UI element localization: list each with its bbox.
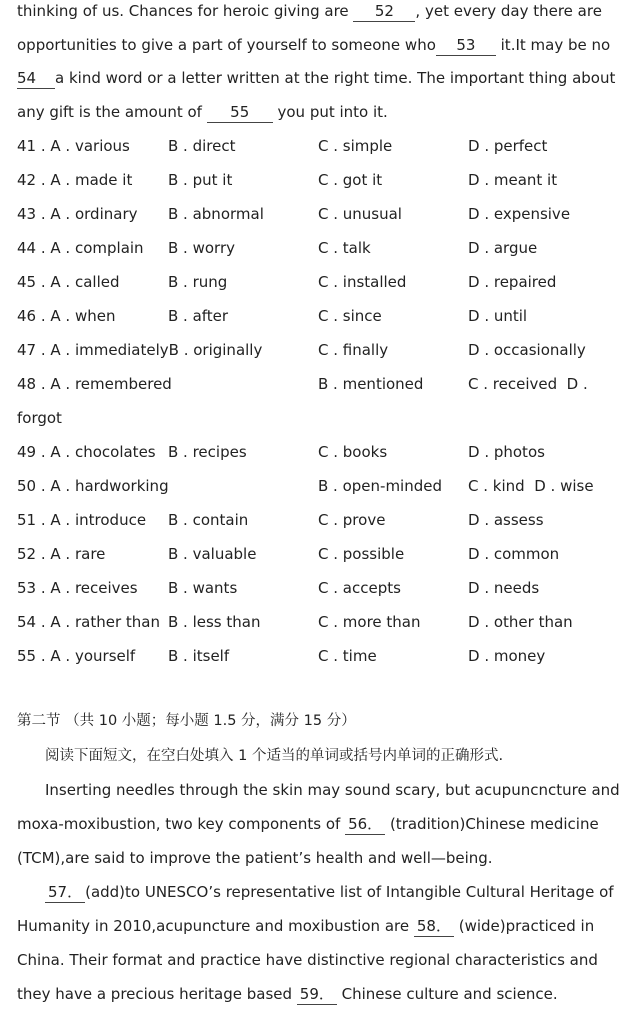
passage-line-4 xyxy=(17,101,388,123)
passage-text: Humanity in 2010,acupuncture and moxibustion are xyxy=(17,917,414,935)
option-a-text: A . hardworking xyxy=(50,477,169,495)
question-number: 52 xyxy=(17,545,37,563)
question-row-55 xyxy=(0,645,629,667)
option-c: C . unusual xyxy=(318,205,402,223)
question-row-42 xyxy=(0,169,629,191)
option-d: D . meant it xyxy=(468,171,558,189)
blank-59: 59． xyxy=(297,985,337,1005)
option-c: C . accepts xyxy=(318,579,401,597)
option-a-text: A . rare xyxy=(50,545,106,563)
question-row-51 xyxy=(0,509,629,531)
option-a: 48 . A . remembered xyxy=(17,375,172,393)
question-number: 42 xyxy=(17,171,37,189)
question-number: 53 xyxy=(17,579,37,597)
option-b: B . valuable xyxy=(168,545,257,563)
question-number: 51 xyxy=(17,511,37,529)
option-c: C . possible xyxy=(318,545,405,563)
question-row-48 xyxy=(0,373,629,395)
option-c: C . got it xyxy=(318,171,383,189)
question-row-50 xyxy=(0,475,629,497)
option-b: B . itself xyxy=(168,647,230,665)
option-b: B . originally xyxy=(168,341,263,359)
passage2-line-6: China. Their format and practice have distinctive regional characteristics and xyxy=(17,951,598,969)
question-row-52 xyxy=(0,543,629,565)
option-a: 52 . A . rare xyxy=(17,545,106,563)
passage-text: opportunities to give a part of yourself to someone who xyxy=(17,36,436,54)
question-row-41 xyxy=(0,135,629,157)
passage2-line-4 xyxy=(45,881,614,903)
option-a: 51 . A . introduce xyxy=(17,511,147,529)
passage-line-2 xyxy=(17,34,610,56)
passage-text: any gift is the amount of xyxy=(17,103,207,121)
option-a: 54 . A . rather than xyxy=(17,613,160,631)
option-a: 55 . A . yourself xyxy=(17,647,136,665)
question-row-54 xyxy=(0,611,629,633)
option-d: D . other than xyxy=(468,613,573,631)
blank-53: 53 xyxy=(436,36,496,56)
option-c: C . more than xyxy=(318,613,421,631)
option-a-text: A . complain xyxy=(50,239,144,257)
option-c: C . simple xyxy=(318,137,393,155)
option-d: D . argue xyxy=(468,239,538,257)
question-number: 49 xyxy=(17,443,37,461)
option-b: B . rung xyxy=(168,273,228,291)
section-title: 第二节 （共 10 小题；每小题 1.5 分，满分 15 分） xyxy=(17,713,356,729)
option-a: 49 . A . chocolates xyxy=(17,443,156,461)
option-c: C . time xyxy=(318,647,377,665)
option-d: D . needs xyxy=(468,579,540,597)
option-a: 44 . A . complain xyxy=(17,239,144,257)
option-c: C . kind xyxy=(468,477,525,495)
option-b: B . put it xyxy=(168,171,233,189)
option-b: B . direct xyxy=(168,137,236,155)
option-b: B . worry xyxy=(168,239,235,257)
question-row-44 xyxy=(0,237,629,259)
question-number: 46 xyxy=(17,307,37,325)
option-c: C . prove xyxy=(318,511,386,529)
question-row-45 xyxy=(0,271,629,293)
option-c: C . talk xyxy=(318,239,371,257)
question-number: 41 xyxy=(17,137,37,155)
passage-text: they have a precious heritage based xyxy=(17,985,297,1003)
question-number: 43 xyxy=(17,205,37,223)
option-b: B . less than xyxy=(168,613,261,631)
option-a-text: A . yourself xyxy=(50,647,136,665)
passage-line-3 xyxy=(17,67,615,89)
question-row-46 xyxy=(0,305,629,327)
option-a-text: A . made it xyxy=(50,171,133,189)
question-row-49 xyxy=(0,441,629,463)
question-number: 45 xyxy=(17,273,37,291)
option-b: B . contain xyxy=(168,511,249,529)
option-d: D . common xyxy=(468,545,560,563)
option-a: 47 . A . immediatelyB . originally xyxy=(17,341,263,359)
passage-text: you put into it. xyxy=(272,103,388,121)
option-a-text: A . when xyxy=(50,307,116,325)
passage2-line-3: (TCM),are said to improve the patient’s health and well—being. xyxy=(17,849,493,867)
passage-text: (tradition)Chinese medicine xyxy=(385,815,599,833)
option-a-text: A . called xyxy=(50,273,120,291)
option-b: B . recipes xyxy=(168,443,247,461)
blank-57: 57． xyxy=(45,883,85,903)
option-d: D . occasionally xyxy=(468,341,586,359)
option-d-wrapped: forgot xyxy=(17,409,62,427)
blank-52: 52 xyxy=(353,2,415,22)
option-d-label: D . xyxy=(566,375,588,393)
option-d: D . until xyxy=(468,307,528,325)
option-a: 45 . A . called xyxy=(17,273,120,291)
option-d: D . wise xyxy=(534,477,594,495)
blank-54: 54 xyxy=(17,69,55,89)
option-d: D . photos xyxy=(468,443,545,461)
option-a-text: A . rather than xyxy=(50,613,160,631)
option-b: B . mentioned xyxy=(318,375,424,393)
option-d: D . perfect xyxy=(468,137,548,155)
passage-text: a kind word or a letter written at the right time. The important thing about xyxy=(55,69,616,87)
option-a-text: A . chocolates xyxy=(50,443,156,461)
question-row-53 xyxy=(0,577,629,599)
option-c-d xyxy=(468,373,588,395)
passage2-line-7 xyxy=(17,983,558,1005)
option-a-text: A . ordinary xyxy=(50,205,138,223)
passage-line-1 xyxy=(17,0,602,22)
passage2-line-5 xyxy=(17,915,594,937)
passage-text: (wide)practiced in xyxy=(453,917,595,935)
passage-text: thinking of us. Chances for heroic giving are xyxy=(17,2,354,20)
passage-text: it.It may be no xyxy=(495,36,611,54)
question-number: 55 xyxy=(17,647,37,665)
option-b: B . open-minded xyxy=(318,477,442,495)
option-c-d xyxy=(468,475,594,497)
option-a: 43 . A . ordinary xyxy=(17,205,138,223)
passage2-line-2 xyxy=(17,813,599,835)
passage-text: (add)to UNESCO’s representative list of Intangible Cultural Heritage of xyxy=(85,883,614,901)
option-a: 41 . A . various xyxy=(17,137,130,155)
option-c: C . since xyxy=(318,307,382,325)
passage-text: moxa-moxibustion, two key components of xyxy=(17,815,346,833)
option-a: 46 . A . when xyxy=(17,307,116,325)
option-b: B . after xyxy=(168,307,229,325)
option-a: 42 . A . made it xyxy=(17,171,133,189)
option-a-text: A . receives xyxy=(50,579,138,597)
option-c: C . books xyxy=(318,443,388,461)
option-d: D . money xyxy=(468,647,546,665)
option-c: C . installed xyxy=(318,273,407,291)
passage-text: Chinese culture and science. xyxy=(336,985,558,1003)
option-a: 50 . A . hardworking xyxy=(17,477,169,495)
question-row-47 xyxy=(0,339,629,361)
option-a: 53 . A . receives xyxy=(17,579,138,597)
blank-56: 56． xyxy=(345,815,385,835)
blank-55: 55 xyxy=(207,103,273,123)
option-c: C . received xyxy=(468,375,558,393)
option-a-text: A . remembered xyxy=(50,375,172,393)
option-a-text: A . various xyxy=(50,137,130,155)
option-a-text: A . immediately xyxy=(50,341,169,359)
question-number: 48 xyxy=(17,375,37,393)
section-instruction: 阅读下面短文，在空白处填入 1 个适当的单词或括号内单词的正确形式. xyxy=(45,748,504,764)
option-a-text: A . introduce xyxy=(50,511,147,529)
option-d: D . expensive xyxy=(468,205,571,223)
option-c: C . finally xyxy=(318,341,389,359)
question-number: 54 xyxy=(17,613,37,631)
question-row-48-wrap xyxy=(0,407,629,429)
option-d: D . assess xyxy=(468,511,544,529)
option-b: B . wants xyxy=(168,579,238,597)
question-number: 47 xyxy=(17,341,37,359)
option-d: D . repaired xyxy=(468,273,557,291)
question-number: 50 xyxy=(17,477,37,495)
passage-text: , yet every day there are xyxy=(415,2,602,20)
question-number: 44 xyxy=(17,239,37,257)
passage2-line-1: Inserting needles through the skin may sound scary, but acupuncncture and xyxy=(45,781,620,799)
option-b: B . abnormal xyxy=(168,205,264,223)
question-row-43 xyxy=(0,203,629,225)
blank-58: 58． xyxy=(414,917,454,937)
